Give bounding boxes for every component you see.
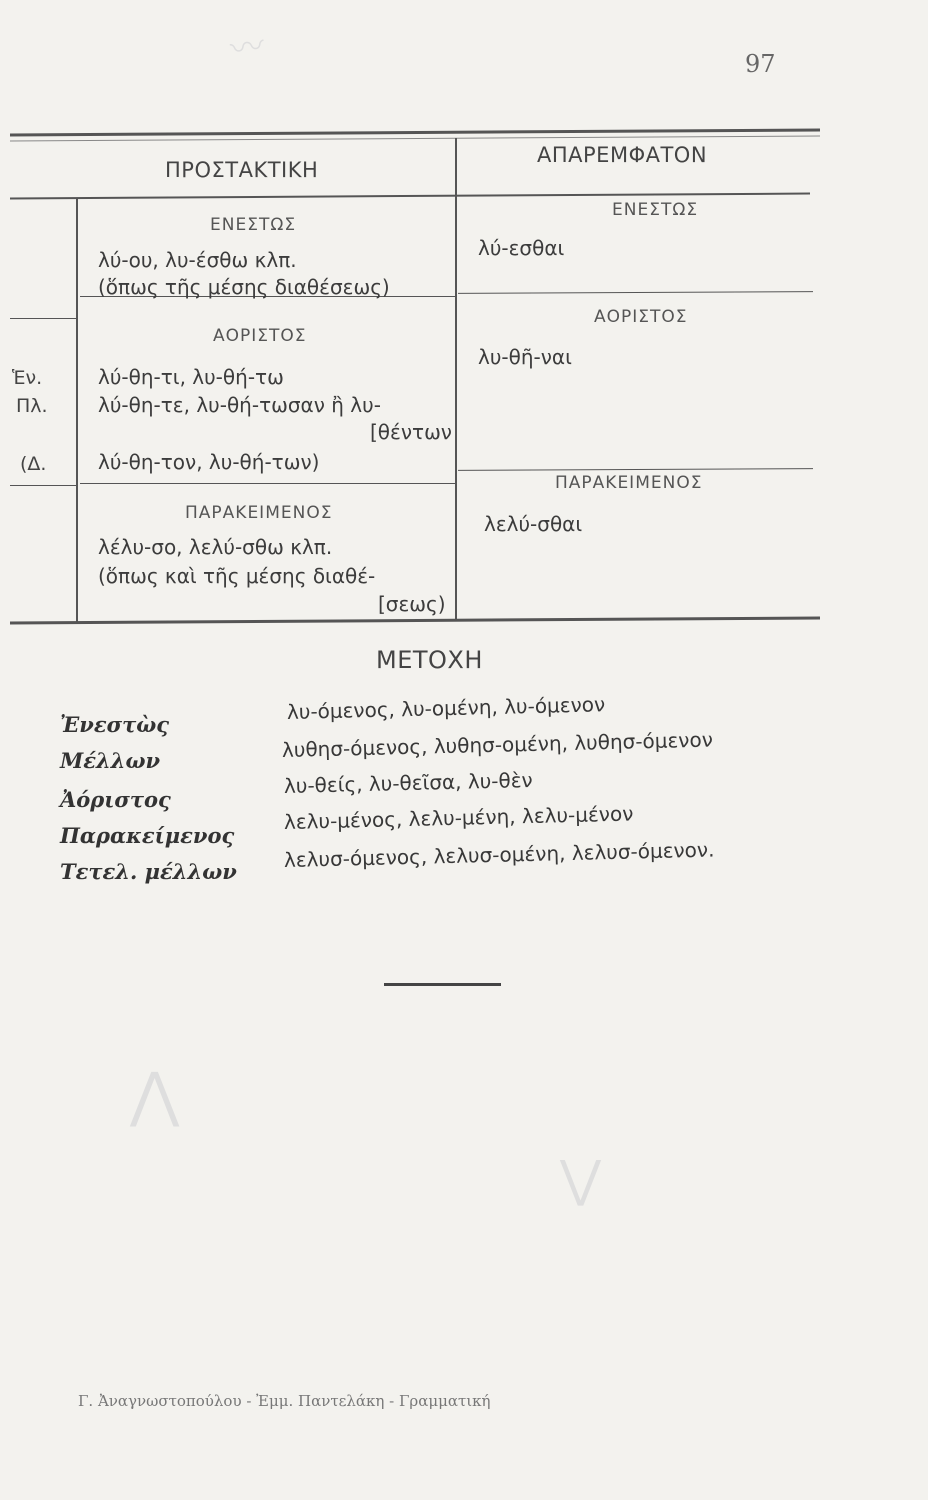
header-rule	[10, 193, 810, 200]
page-number: 97	[745, 50, 776, 78]
infinitive-perfect-label: ΠΑΡΑΚΕΙΜΕΝΟΣ	[555, 473, 703, 493]
imperative-present-label: ΕΝΕΣΤΩΣ	[210, 215, 297, 235]
plural-mark: Πλ.	[16, 395, 48, 417]
imperative-aorist-singular: λύ-θη-τι, λυ-θή-τω	[98, 365, 284, 389]
participle-forms: λυθησ-όμενος, λυθησ-ομένη, λυθησ-όμενον	[281, 727, 714, 762]
left-column-rule	[76, 198, 78, 623]
imperative-aorist-dual: λύ-θη-τον, λυ-θή-των)	[98, 450, 320, 474]
table-top-rule-thin	[10, 136, 820, 142]
infinitive-present-form: λύ-εσθαι	[478, 236, 565, 260]
participle-tense: Παρακείμενος	[60, 823, 235, 848]
participle-tense: Ἀόριστος	[60, 787, 171, 812]
infinitive-aorist-form: λυ-θῆ-ναι	[478, 345, 572, 369]
dual-mark: (Δ.	[20, 453, 47, 475]
infinitive-title: ΑΠΑΡΕΜΦΑΤΟΝ	[537, 143, 708, 167]
infinitive-present-rule	[458, 291, 813, 294]
imperative-aorist-rule	[80, 483, 455, 484]
show-through-mark: 〰	[227, 25, 268, 71]
participle-tense: Τετελ. μέλλων	[60, 859, 237, 884]
closing-rule	[384, 983, 501, 986]
imperative-perfect-note-cont: [σεως)	[378, 592, 446, 616]
participle-tense: Ἐνεστὼς	[60, 712, 169, 737]
show-through-mark: ⋀	[130, 1060, 180, 1130]
participle-forms: λυ-θείς, λυ-θεῖσα, λυ-θὲν	[283, 767, 533, 798]
center-column-rule	[455, 138, 457, 621]
left-mark-rule-top	[10, 318, 76, 319]
imperative-perfect-label: ΠΑΡΑΚΕΙΜΕΝΟΣ	[185, 503, 333, 523]
imperative-present-note: (ὅπως τῆς μέσης διαθέσεως)	[98, 275, 390, 299]
imperative-perfect-form: λέλυ-σο, λελύ-σθω κλπ.	[98, 535, 333, 559]
imperative-aorist-plural-cont: [θέντων	[370, 420, 452, 444]
imperative-title: ΠΡΟΣΤΑΚΤΙΚΗ	[165, 158, 319, 182]
imperative-aorist-label: ΑΟΡΙΣΤΟΣ	[213, 326, 307, 346]
infinitive-perfect-form: λελύ-σθαι	[484, 512, 583, 536]
imperative-aorist-plural: λύ-θη-τε, λυ-θή-τωσαν ἢ λυ-	[98, 393, 381, 417]
infinitive-present-label: ΕΝΕΣΤΩΣ	[612, 200, 699, 220]
show-through-mark: ⋁	[560, 1150, 602, 1208]
participle-forms: λελυ-μένος, λελυ-μένη, λελυ-μένον	[283, 801, 634, 834]
infinitive-aorist-rule	[458, 468, 813, 471]
imperative-perfect-note: (ὅπως καὶ τῆς μέσης διαθέ-	[98, 564, 376, 588]
imperative-present-form: λύ-ου, λυ-έσθω κλπ.	[98, 248, 297, 272]
participle-tense: Μέλλων	[60, 748, 161, 773]
left-mark-rule-bottom	[10, 485, 76, 486]
participle-title: ΜΕΤΟΧΗ	[376, 646, 483, 674]
participle-forms: λυ-όμενος, λυ-ομένη, λυ-όμενον	[286, 692, 606, 724]
infinitive-aorist-label: ΑΟΡΙΣΤΟΣ	[594, 307, 688, 327]
footer-signature: Γ. Ἀναγνωστοπούλου - Ἐμμ. Παντελάκη - Γραμματική	[78, 1392, 491, 1410]
singular-mark: Ἑν.	[12, 367, 43, 389]
participle-forms: λελυσ-όμενος, λελυσ-ομένη, λελυσ-όμενον.	[283, 837, 715, 872]
table-bottom-rule	[10, 617, 820, 625]
